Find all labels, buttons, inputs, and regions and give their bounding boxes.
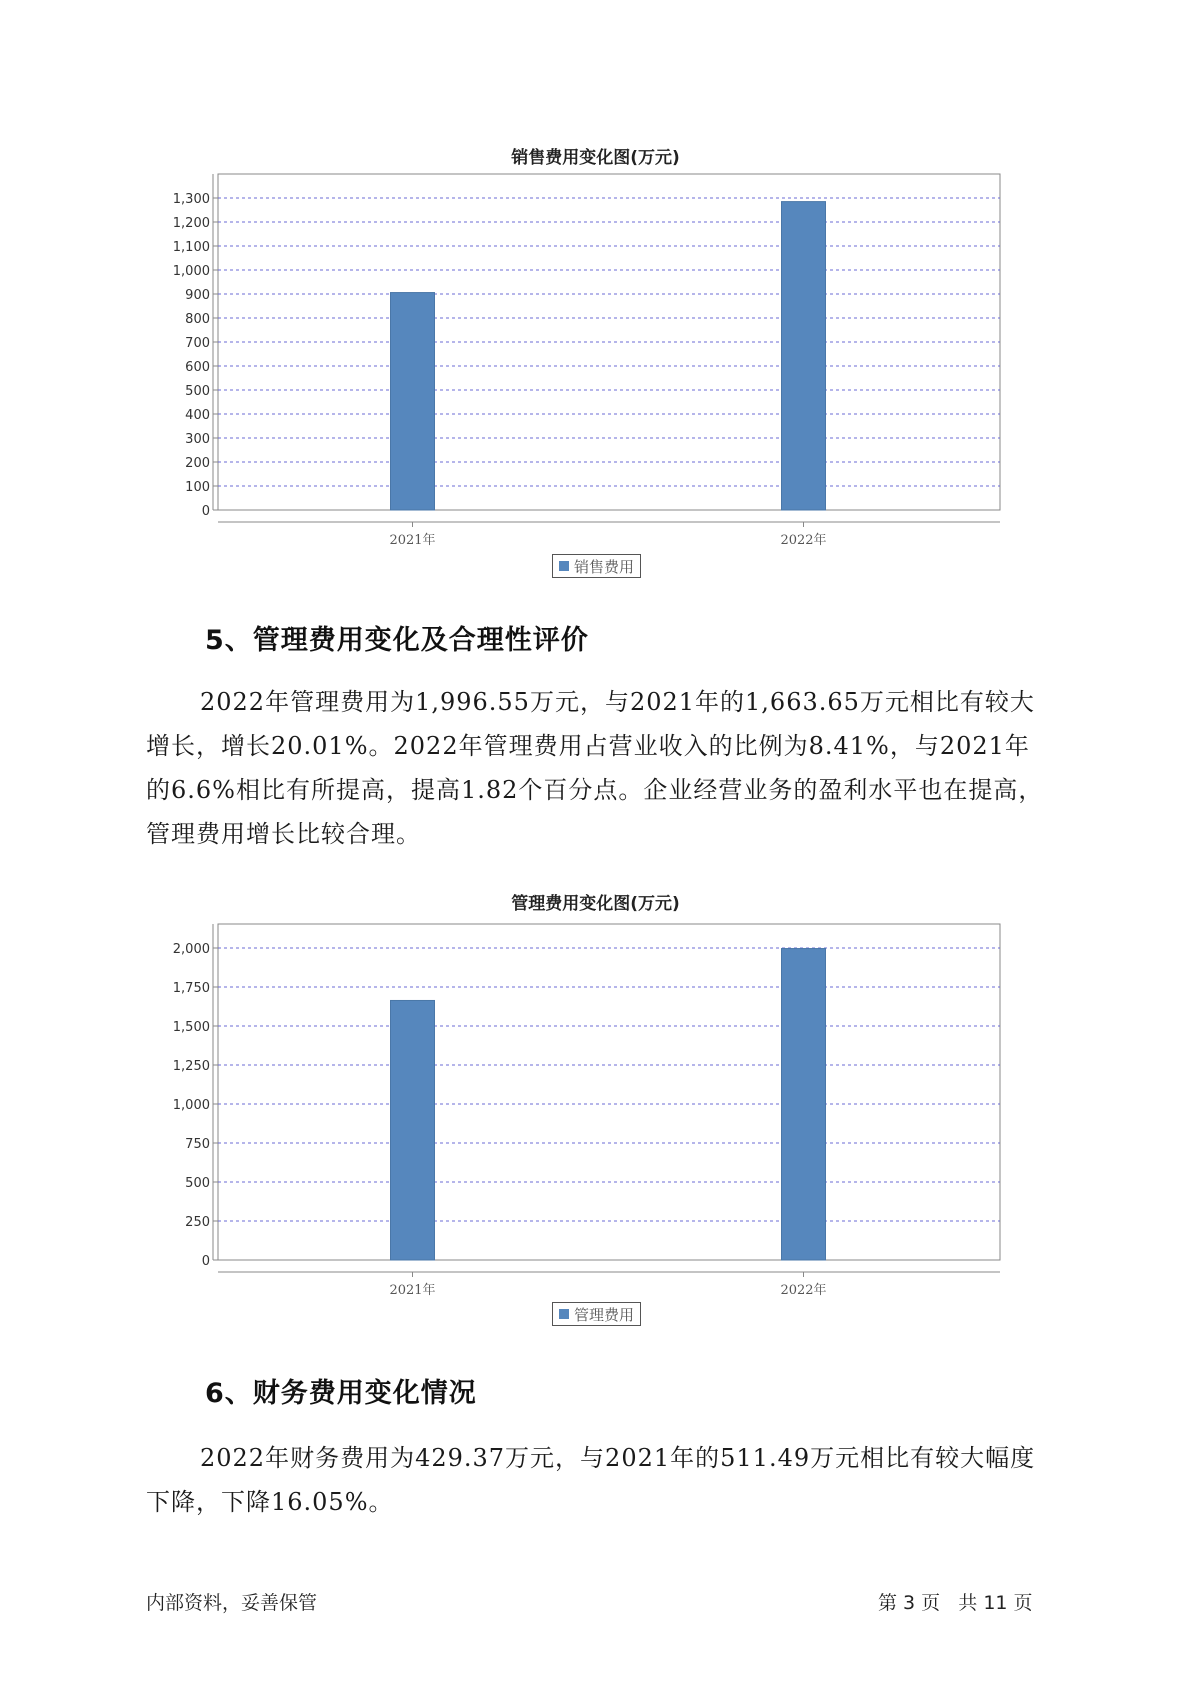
footer-confidential: 内部资料，妥善保管 [146, 1592, 318, 1614]
y-tick-label: 1,000 [172, 264, 210, 279]
x-tick-label: 2022年 [780, 533, 827, 548]
section6-paragraph: 2022年财务费用为429.37万元，与2021年的511.49万元相比有较大幅度下降，下降16.05%。 [146, 1444, 1036, 1516]
section6-heading: 6、财务费用变化情况 [205, 1378, 477, 1409]
section5-paragraph: 2022年管理费用为1,996.55万元，与2021年的1,663.65万元相比有较大增长，增长20.01%。2022年管理费用占营业收入的比例为8.41%，与2021年的6.6%相比有所提高，提高1.82个百分点。企业经营业务的盈利水平也在提高，管理费用增长比较合理。 [146, 688, 1044, 848]
x-tick-label: 2021年 [389, 1283, 436, 1298]
bar [782, 949, 826, 1260]
y-tick-label: 1,300 [172, 192, 210, 207]
y-tick-label: 2,000 [172, 942, 210, 957]
chart2-title: 管理费用变化图(万元) [511, 894, 680, 914]
y-tick-label: 500 [185, 384, 210, 399]
chart2-legend-label: 管理费用 [574, 1305, 635, 1324]
y-tick-label: 0 [201, 1254, 210, 1269]
chart2-legend [552, 1302, 641, 1326]
y-tick-label: 1,100 [172, 240, 210, 255]
y-tick-label: 750 [185, 1137, 210, 1152]
bar [391, 1000, 435, 1260]
y-tick-label: 300 [185, 432, 210, 447]
y-tick-label: 200 [185, 456, 210, 471]
x-tick-label: 2021年 [389, 533, 436, 548]
y-tick-label: 500 [185, 1176, 210, 1191]
legend-swatch [559, 1309, 569, 1319]
y-tick-label: 1,750 [172, 981, 210, 996]
y-tick-label: 700 [185, 336, 210, 351]
y-tick-label: 100 [185, 480, 210, 495]
footer-page-number: 第 3 页 共 11 页 [878, 1592, 1033, 1614]
y-tick-label: 1,200 [172, 216, 210, 231]
x-tick-label: 2022年 [780, 1283, 827, 1298]
chart1-legend-label: 销售费用 [574, 557, 635, 576]
y-tick-label: 1,500 [172, 1020, 210, 1035]
y-tick-label: 400 [185, 408, 210, 423]
bar [782, 202, 826, 510]
y-tick-label: 600 [185, 360, 210, 375]
sales-expense-chart [0, 170, 1191, 550]
y-tick-label: 250 [185, 1215, 210, 1230]
y-tick-label: 800 [185, 312, 210, 327]
y-tick-label: 1,000 [172, 1098, 210, 1113]
legend-swatch [559, 561, 569, 571]
section5-heading: 5、管理费用变化及合理性评价 [205, 625, 589, 656]
chart1-legend [552, 554, 641, 578]
bar [391, 293, 435, 510]
y-tick-label: 900 [185, 288, 210, 303]
admin-expense-chart [0, 920, 1191, 1300]
y-tick-label: 0 [201, 504, 210, 519]
y-tick-label: 1,250 [172, 1059, 210, 1074]
chart1-title: 销售费用变化图(万元) [511, 148, 680, 168]
plot-area [218, 924, 1000, 1260]
